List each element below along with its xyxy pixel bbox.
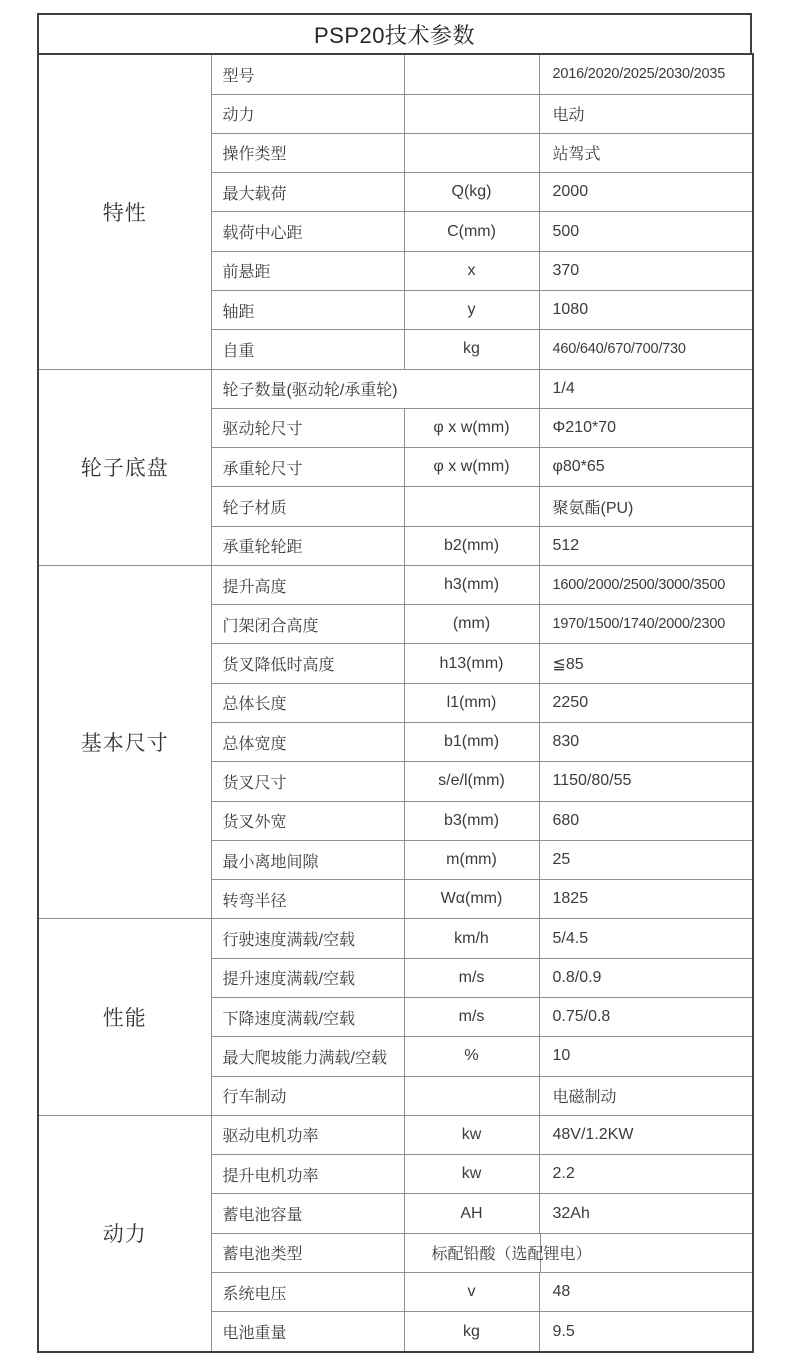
- unit-cell: C(mm): [404, 212, 539, 251]
- param-label-cell: 下降速度满载/空载: [211, 998, 404, 1037]
- value-cell: 1600/2000/2500/3000/3500: [539, 565, 753, 604]
- value-cell: 2000: [539, 173, 753, 212]
- value-cell: 460/640/670/700/730: [539, 330, 753, 369]
- param-label-cell: 提升高度: [211, 565, 404, 604]
- value-cell: 2016/2020/2025/2030/2035: [539, 54, 753, 94]
- param-label-cell: 总体长度: [211, 683, 404, 722]
- unit-cell: %: [404, 1037, 539, 1076]
- param-label-cell: 蓄电池类型: [211, 1233, 404, 1272]
- param-label-cell: 转弯半径: [211, 880, 404, 919]
- value-cell: 站驾式: [539, 133, 753, 172]
- value-cell: 500: [539, 212, 753, 251]
- param-label-cell: 自重: [211, 330, 404, 369]
- param-label-cell: 操作类型: [211, 133, 404, 172]
- unit-cell: (mm): [404, 605, 539, 644]
- value-cell: 1970/1500/1740/2000/2300: [539, 605, 753, 644]
- unit-cell: kg: [404, 330, 539, 369]
- table-row: [38, 565, 753, 604]
- value-cell: 标配铅酸（选配锂电）: [404, 1233, 753, 1272]
- param-label-cell: 货叉降低时高度: [211, 644, 404, 683]
- param-label-cell: 最小离地间隙: [211, 840, 404, 879]
- section-name-cell: 动力: [38, 1115, 211, 1352]
- value-cell: 10: [539, 1037, 753, 1076]
- value-cell: 电动: [539, 94, 753, 133]
- param-label-cell: 驱动轮尺寸: [211, 408, 404, 447]
- value-cell: 48: [539, 1272, 753, 1311]
- unit-cell: [404, 94, 539, 133]
- param-label-cell: 系统电压: [211, 1272, 404, 1311]
- unit-cell: φ x w(mm): [404, 448, 539, 487]
- value-cell: 32Ah: [539, 1194, 753, 1233]
- unit-cell: m/s: [404, 998, 539, 1037]
- value-cell: 1150/80/55: [539, 762, 753, 801]
- unit-cell: l1(mm): [404, 683, 539, 722]
- value-cell: 2250: [539, 683, 753, 722]
- value-cell: 电磁制动: [539, 1076, 753, 1115]
- unit-cell: kw: [404, 1155, 539, 1194]
- value-cell: 1/4: [539, 369, 753, 408]
- param-label-cell: 货叉外宽: [211, 801, 404, 840]
- unit-cell: [404, 487, 539, 526]
- param-label-cell: 蓄电池容量: [211, 1194, 404, 1233]
- unit-cell: AH: [404, 1194, 539, 1233]
- table-row: [38, 1115, 753, 1154]
- unit-cell: m/s: [404, 958, 539, 997]
- value-cell: 聚氨酯(PU): [539, 487, 753, 526]
- param-label-cell: 门架闭合高度: [211, 605, 404, 644]
- value-cell: 2.2: [539, 1155, 753, 1194]
- param-label-cell: 承重轮轮距: [211, 526, 404, 565]
- param-label-cell: 载荷中心距: [211, 212, 404, 251]
- unit-cell: [404, 133, 539, 172]
- value-cell: ≦85: [539, 644, 753, 683]
- unit-cell: v: [404, 1272, 539, 1311]
- unit-cell: b2(mm): [404, 526, 539, 565]
- value-cell: 0.8/0.9: [539, 958, 753, 997]
- param-label-cell: 行驶速度满载/空载: [211, 919, 404, 958]
- unit-cell: km/h: [404, 919, 539, 958]
- param-label-cell: 前悬距: [211, 251, 404, 290]
- unit-cell: kg: [404, 1312, 539, 1352]
- unit-cell: y: [404, 290, 539, 329]
- param-label-cell: 最大爬坡能力满载/空载: [211, 1037, 404, 1076]
- unit-cell: φ x w(mm): [404, 408, 539, 447]
- unit-cell: x: [404, 251, 539, 290]
- unit-cell: [404, 54, 539, 94]
- value-cell: 830: [539, 723, 753, 762]
- value-cell: 25: [539, 840, 753, 879]
- value-cell: 48V/1.2KW: [539, 1115, 753, 1154]
- value-cell: 370: [539, 251, 753, 290]
- param-label-cell: 提升电机功率: [211, 1155, 404, 1194]
- unit-cell: h13(mm): [404, 644, 539, 683]
- section-name-cell: 轮子底盘: [38, 369, 211, 565]
- table-row: [38, 54, 753, 94]
- value-cell: φ80*65: [539, 448, 753, 487]
- spec-table: [37, 53, 754, 1353]
- param-label-cell: 轮子数量(驱动轮/承重轮): [211, 369, 539, 408]
- unit-cell: [404, 1076, 539, 1115]
- value-cell: 1825: [539, 880, 753, 919]
- table-row: [38, 369, 753, 408]
- param-label-cell: 轮子材质: [211, 487, 404, 526]
- param-label-cell: 总体宽度: [211, 723, 404, 762]
- param-label-cell: 货叉尺寸: [211, 762, 404, 801]
- unit-cell: m(mm): [404, 840, 539, 879]
- unit-cell: b3(mm): [404, 801, 539, 840]
- param-label-cell: 最大载荷: [211, 173, 404, 212]
- unit-cell: h3(mm): [404, 565, 539, 604]
- param-label-cell: 电池重量: [211, 1312, 404, 1352]
- section-name-cell: 基本尺寸: [38, 565, 211, 919]
- section-name-cell: 特性: [38, 54, 211, 369]
- unit-cell: Wα(mm): [404, 880, 539, 919]
- param-label-cell: 型号: [211, 54, 404, 94]
- value-cell: 1080: [539, 290, 753, 329]
- unit-cell: kw: [404, 1115, 539, 1154]
- value-cell: 680: [539, 801, 753, 840]
- value-cell: 512: [539, 526, 753, 565]
- value-cell: 0.75/0.8: [539, 998, 753, 1037]
- table-row: [38, 919, 753, 958]
- value-cell: 5/4.5: [539, 919, 753, 958]
- param-label-cell: 轴距: [211, 290, 404, 329]
- param-label-cell: 驱动电机功率: [211, 1115, 404, 1154]
- spec-table-container: [37, 13, 752, 1353]
- section-name-cell: 性能: [38, 919, 211, 1115]
- param-label-cell: 动力: [211, 94, 404, 133]
- table-title: PSP20技术参数: [37, 13, 752, 55]
- param-label-cell: 提升速度满载/空载: [211, 958, 404, 997]
- param-label-cell: 承重轮尺寸: [211, 448, 404, 487]
- value-cell: 9.5: [539, 1312, 753, 1352]
- unit-cell: Q(kg): [404, 173, 539, 212]
- unit-cell: b1(mm): [404, 723, 539, 762]
- value-cell: Φ210*70: [539, 408, 753, 447]
- param-label-cell: 行车制动: [211, 1076, 404, 1115]
- unit-cell: s/e/l(mm): [404, 762, 539, 801]
